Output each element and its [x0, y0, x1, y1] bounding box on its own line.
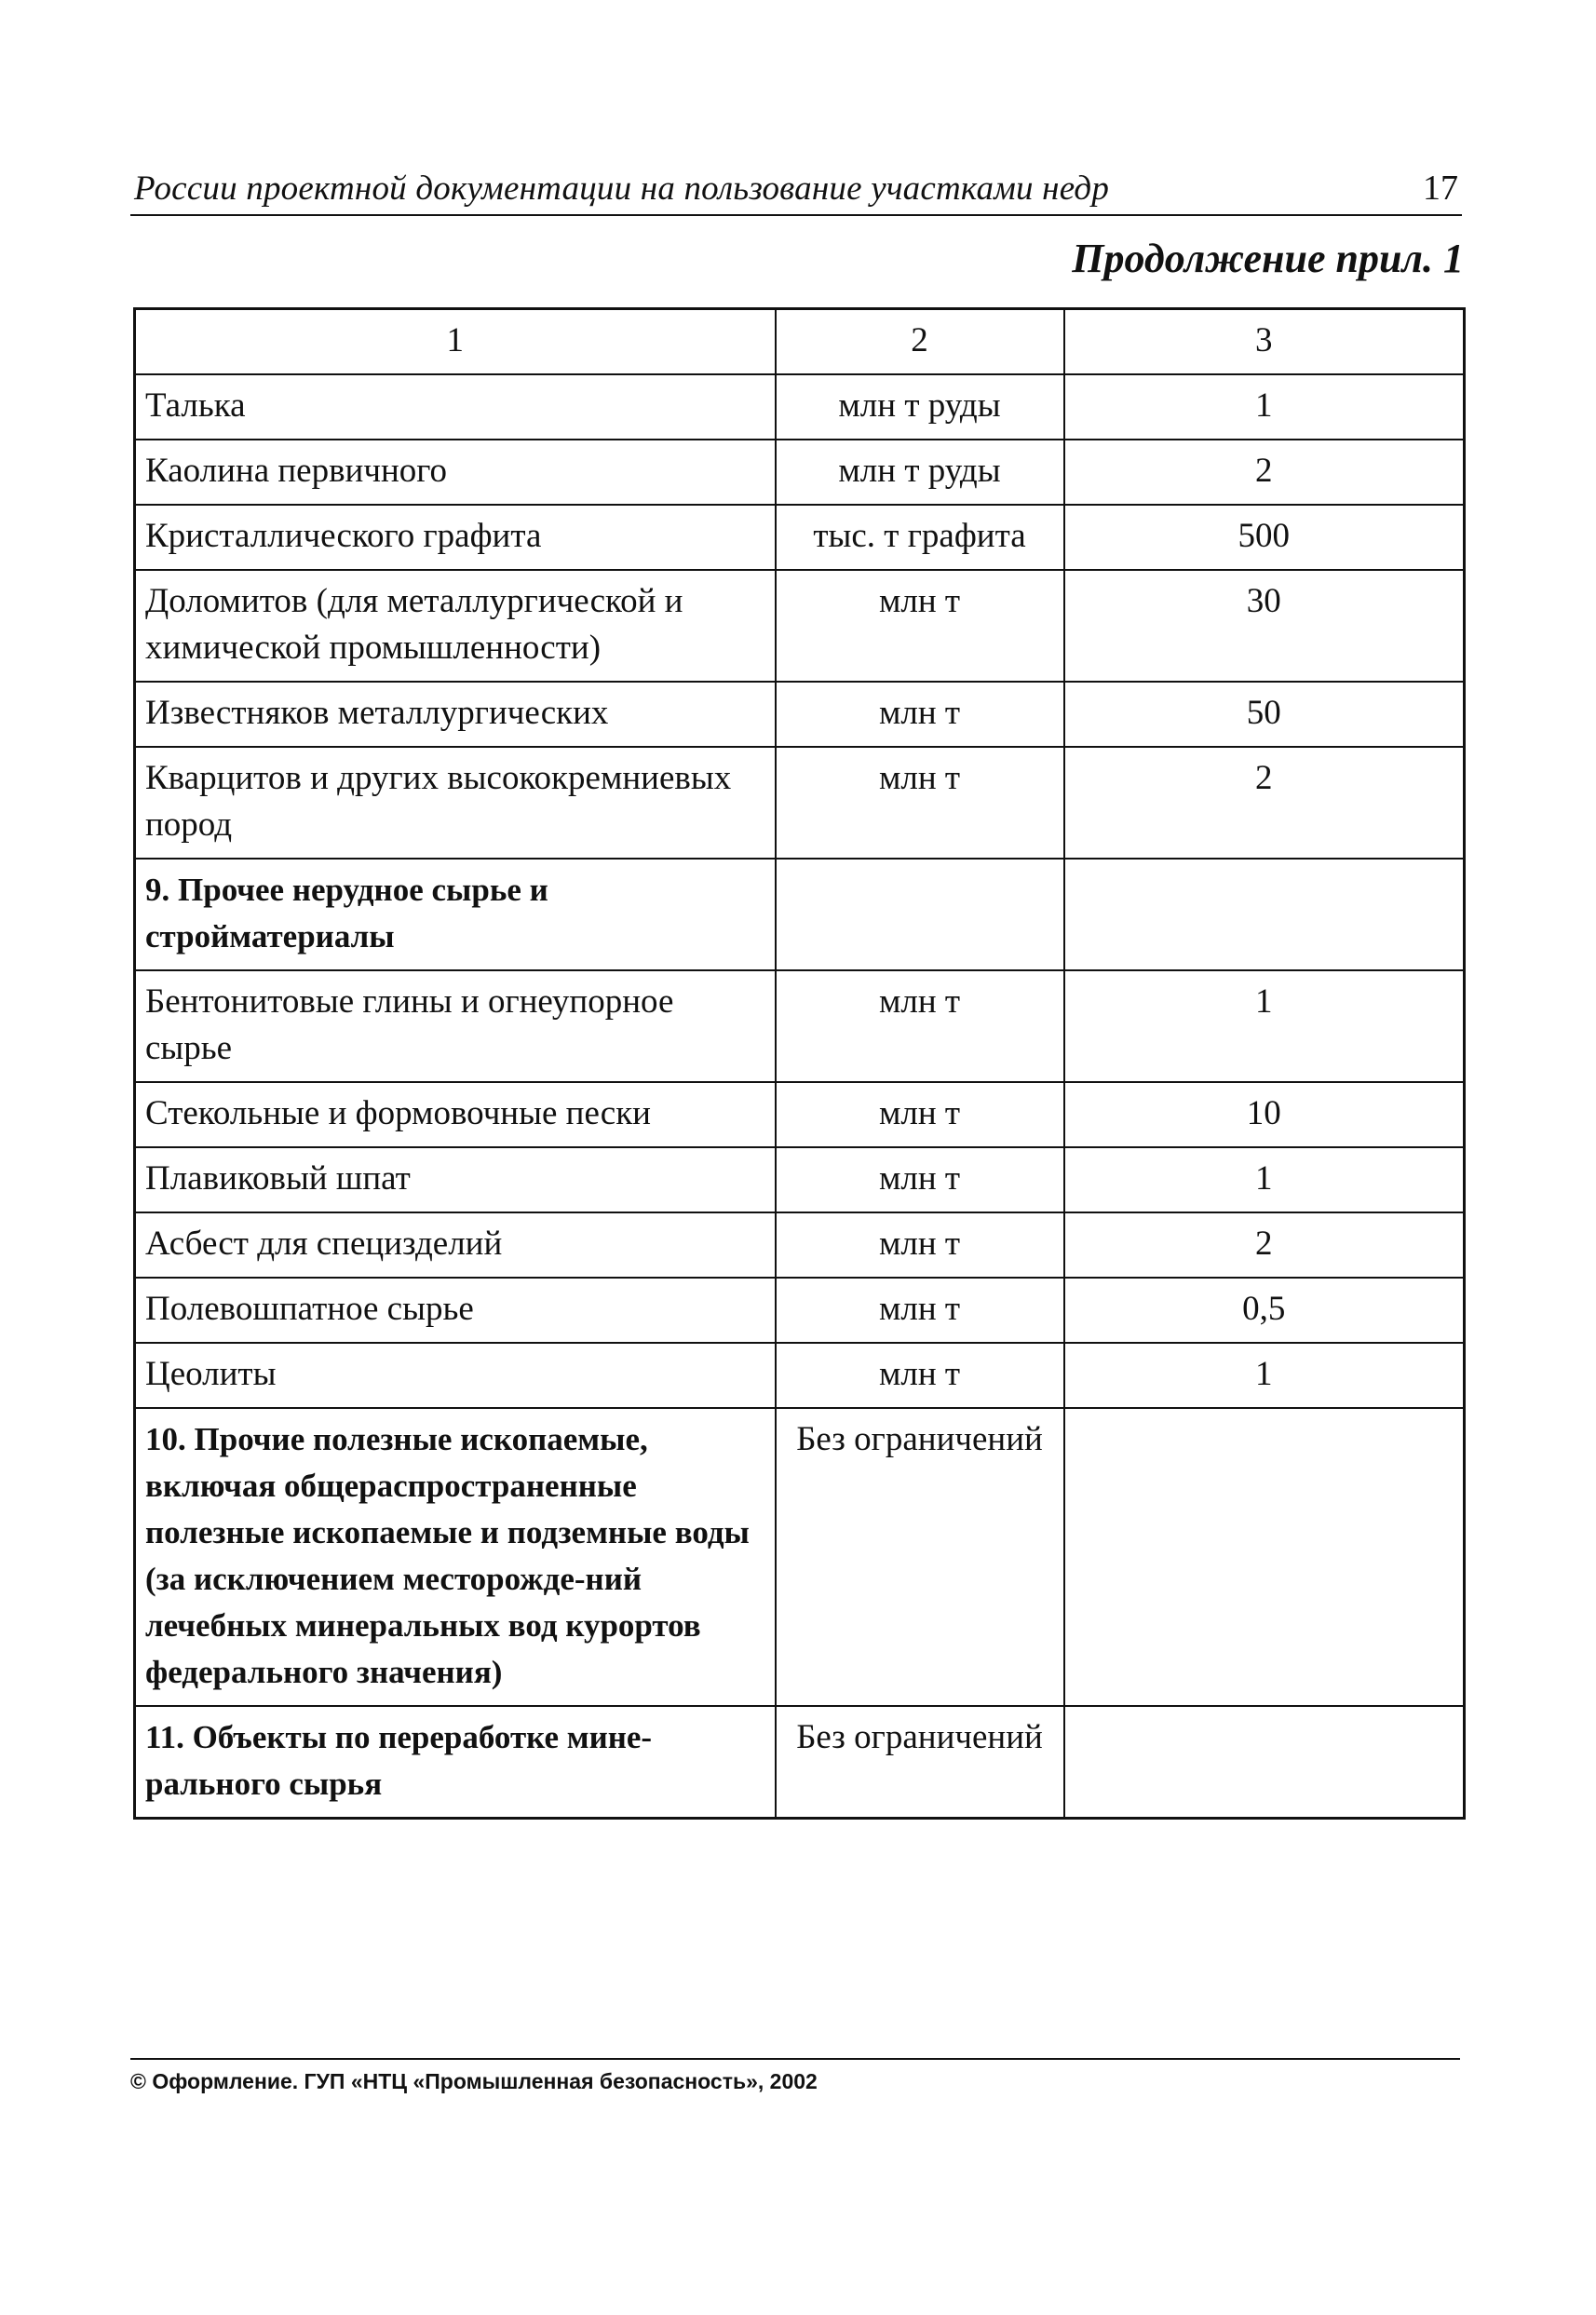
- table-row: [135, 859, 1465, 970]
- value-cell: 0,5: [1064, 1278, 1465, 1343]
- value-cell: 50: [1064, 682, 1465, 747]
- table-row: [135, 374, 1465, 440]
- table-row: [135, 747, 1465, 859]
- resource-name-cell: Плавиковый шпат: [135, 1147, 776, 1212]
- value-cell: [1064, 1706, 1465, 1819]
- unit-cell: млн т: [776, 1278, 1064, 1343]
- unit-cell: млн т руды: [776, 374, 1064, 440]
- unit-cell: [776, 859, 1064, 970]
- resource-name-cell: Кварцитов и других высококремниевых пород: [135, 747, 776, 859]
- table-row: [135, 570, 1465, 682]
- resource-table: [133, 307, 1466, 1820]
- unit-cell: млн т: [776, 747, 1064, 859]
- unit-cell: млн т: [776, 970, 1064, 1082]
- page-header: [130, 158, 1462, 216]
- unit-cell: млн т: [776, 1343, 1064, 1408]
- value-cell: 500: [1064, 505, 1465, 570]
- unit-cell: млн т: [776, 1147, 1064, 1212]
- table-row: [135, 1408, 1465, 1706]
- value-cell: 30: [1064, 570, 1465, 682]
- value-cell: 10: [1064, 1082, 1465, 1147]
- resource-name-cell: Известняков металлургических: [135, 682, 776, 747]
- resource-name-cell: Стекольные и формовочные пески: [135, 1082, 776, 1147]
- table-row: [135, 1212, 1465, 1278]
- column-header: 3: [1064, 309, 1465, 375]
- resource-name-cell: Цеолиты: [135, 1343, 776, 1408]
- resource-name-cell: Бентонитовые глины и огнеупорное сырье: [135, 970, 776, 1082]
- value-cell: 2: [1064, 1212, 1465, 1278]
- table-row: [135, 970, 1465, 1082]
- table-row: [135, 1706, 1465, 1819]
- footer-divider: [130, 2058, 1460, 2060]
- header-title: России проектной документации на пользование участками недр: [134, 169, 1110, 208]
- value-cell: 2: [1064, 747, 1465, 859]
- resource-name-cell: Кристаллического графита: [135, 505, 776, 570]
- value-cell: 1: [1064, 1343, 1465, 1408]
- table-row: [135, 682, 1465, 747]
- resource-name-cell: Асбест для специзделий: [135, 1212, 776, 1278]
- resource-name-cell: Талька: [135, 374, 776, 440]
- column-header: 1: [135, 309, 776, 375]
- value-cell: 1: [1064, 1147, 1465, 1212]
- value-cell: 2: [1064, 440, 1465, 505]
- table-row: [135, 1278, 1465, 1343]
- unit-cell: млн т: [776, 1212, 1064, 1278]
- unit-cell: Без ограничений: [776, 1408, 1064, 1706]
- resource-name-cell: 9. Прочее нерудное сырье и стройматериалы: [135, 859, 776, 970]
- unit-cell: млн т: [776, 570, 1064, 682]
- value-cell: 1: [1064, 970, 1465, 1082]
- unit-cell: млн т: [776, 682, 1064, 747]
- value-cell: [1064, 1408, 1465, 1706]
- table-row: [135, 1082, 1465, 1147]
- table-row: [135, 440, 1465, 505]
- table-row: [135, 1343, 1465, 1408]
- resource-name-cell: 11. Объекты по переработке мине-рального сырья: [135, 1706, 776, 1819]
- resource-name-cell: Каолина первичного: [135, 440, 776, 505]
- resource-name-cell: Доломитов (для металлургической и химической промышленности): [135, 570, 776, 682]
- resource-name-cell: 10. Прочие полезные ископаемые, включая общераспространенные полезные ископаемые и подземные воды (за исключением месторожде-ний лечебных минеральных вод курортов федерального значения): [135, 1408, 776, 1706]
- footer-copyright: © Оформление. ГУП «НТЦ «Промышленная безопасность», 2002: [130, 2069, 818, 2093]
- value-cell: 1: [1064, 374, 1465, 440]
- page-number: 17: [1423, 169, 1458, 208]
- unit-cell: млн т руды: [776, 440, 1064, 505]
- unit-cell: тыс. т графита: [776, 505, 1064, 570]
- unit-cell: Без ограничений: [776, 1706, 1064, 1819]
- column-header: 2: [776, 309, 1064, 375]
- table-row: [135, 505, 1465, 570]
- value-cell: [1064, 859, 1465, 970]
- table-row: [135, 1147, 1465, 1212]
- unit-cell: млн т: [776, 1082, 1064, 1147]
- resource-name-cell: Полевошпатное сырье: [135, 1278, 776, 1343]
- continuation-label: Продолжение прил. 1: [1072, 236, 1464, 281]
- table-header-row: [135, 309, 1465, 375]
